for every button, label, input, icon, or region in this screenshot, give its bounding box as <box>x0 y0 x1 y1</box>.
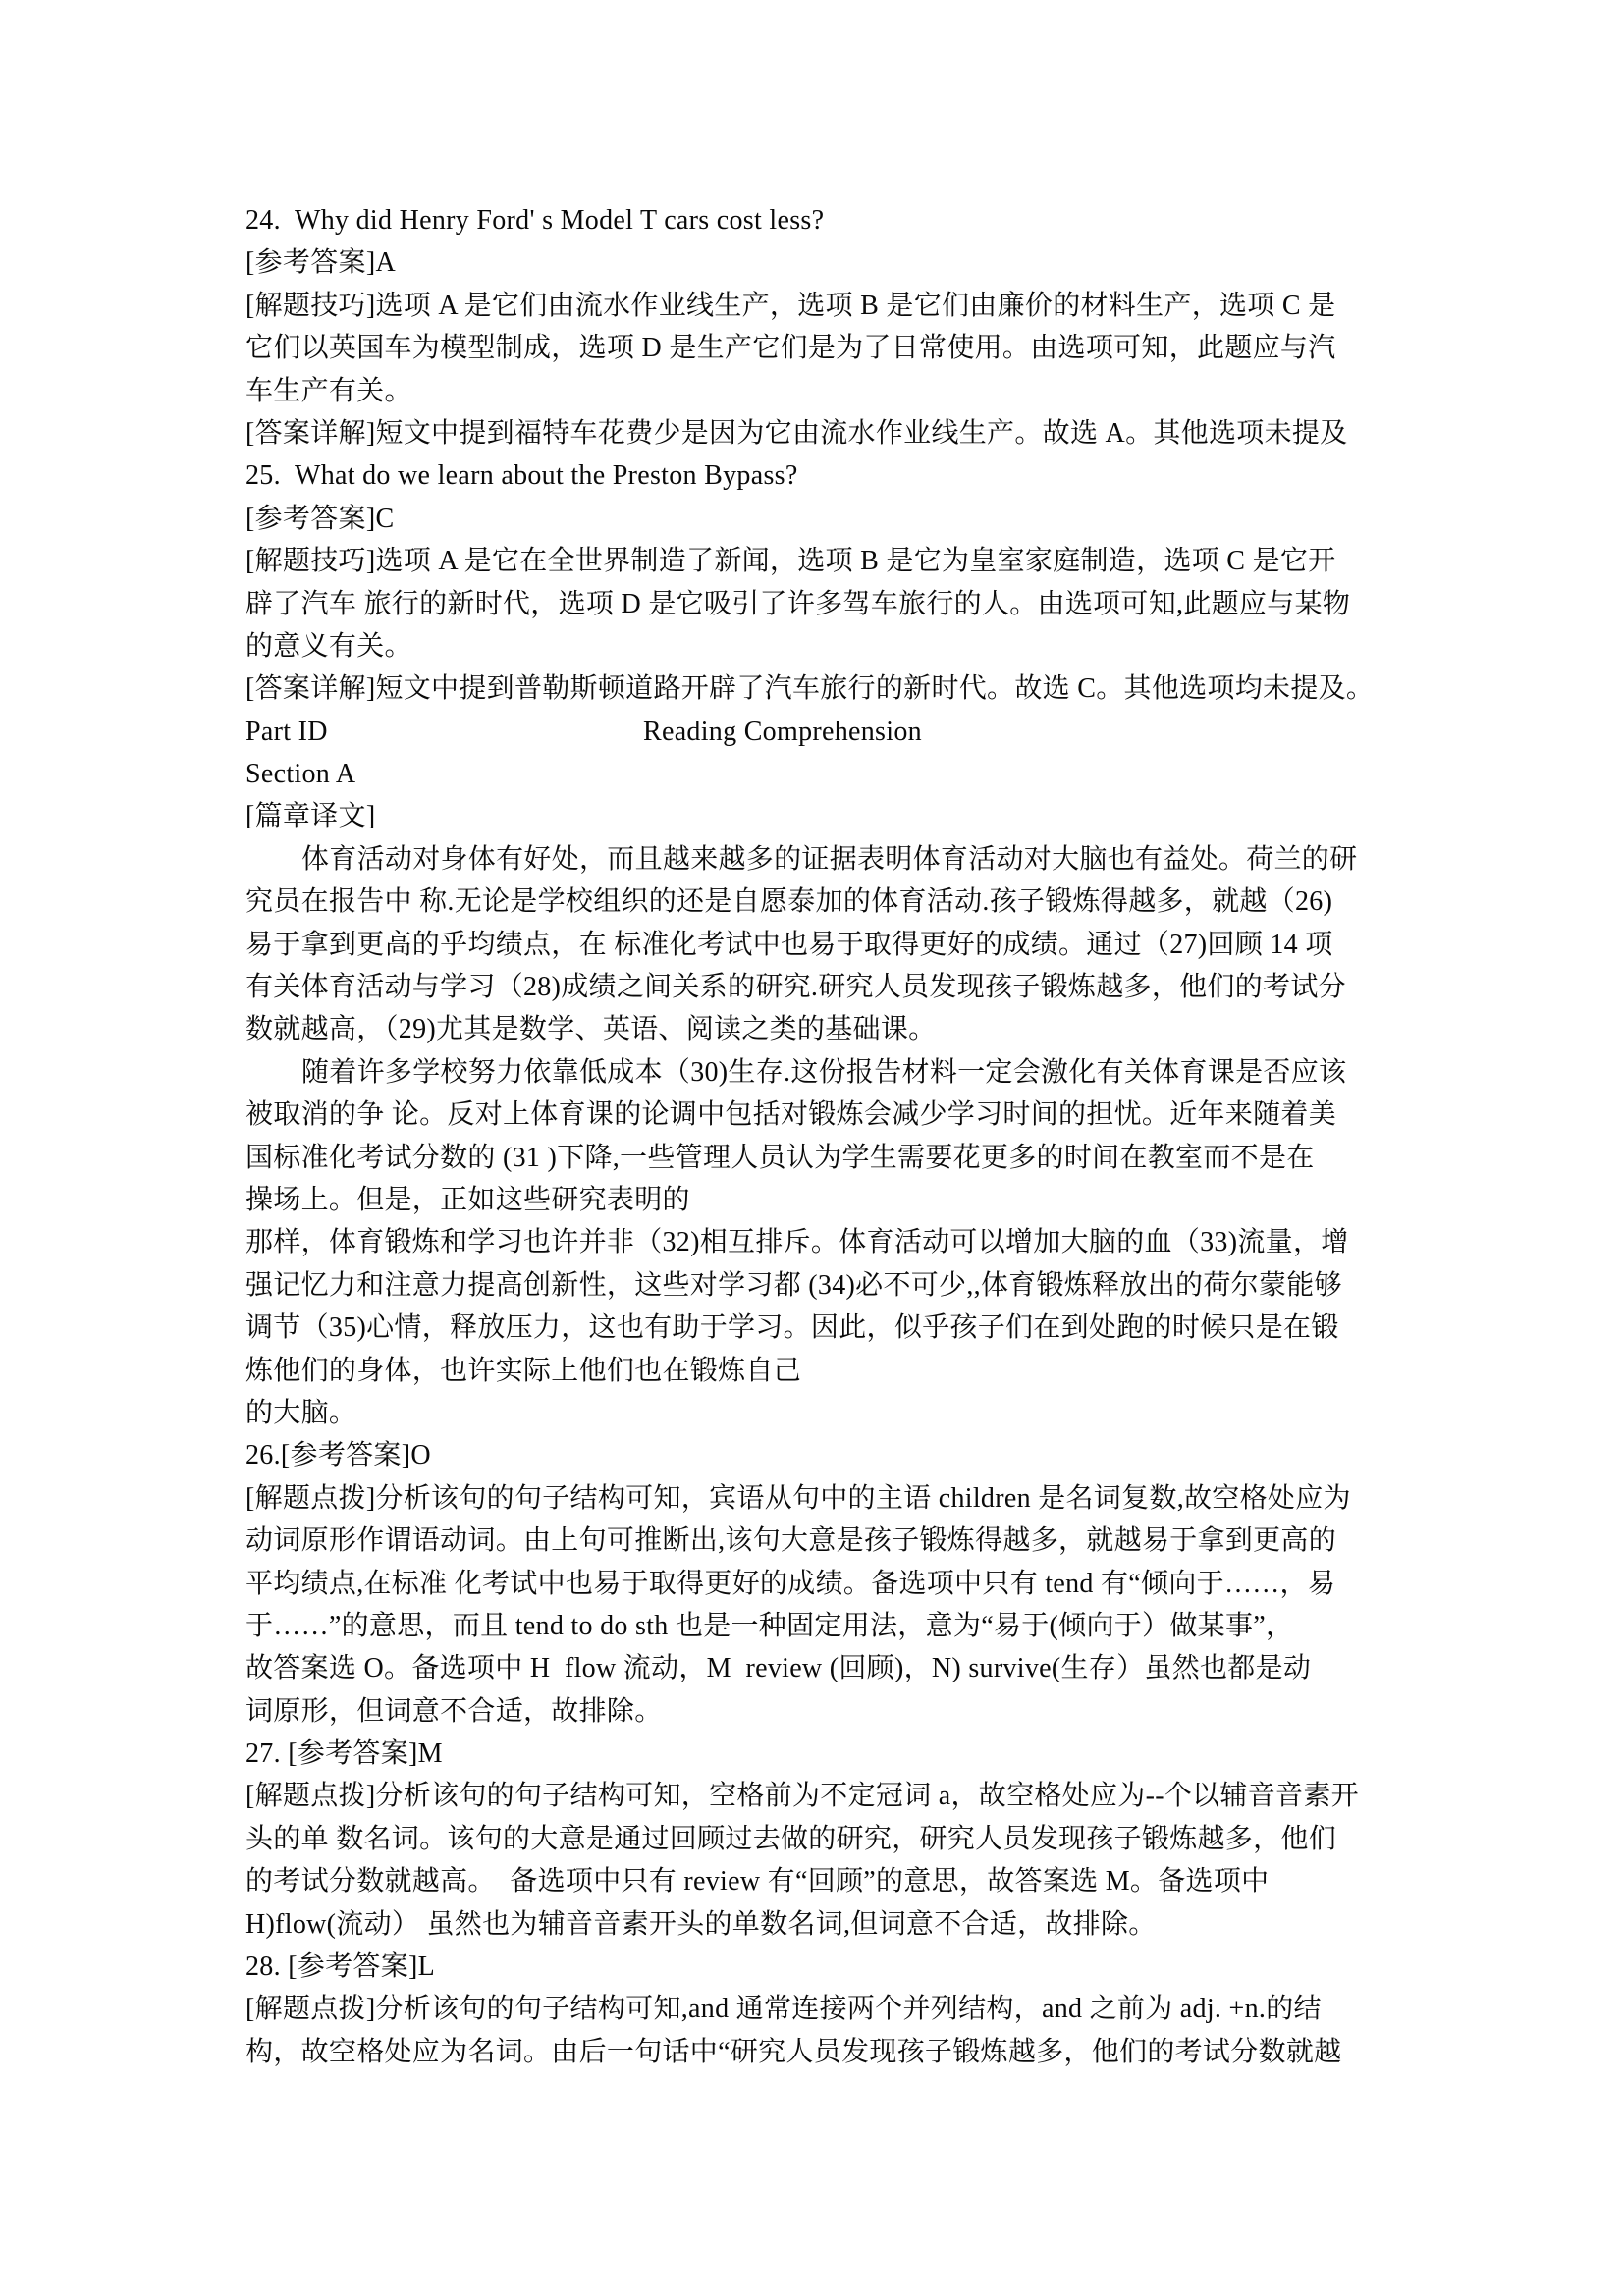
text-line: 那样，体育锻炼和学习也许并非（32)相互排斥。体育活动可以增加大脑的血（33)流量，增 <box>245 1227 1349 1258</box>
text-line: 炼他们的身体，也许实际上他们也在锻炼自己 <box>245 1355 802 1386</box>
text-line: Section A <box>245 759 356 790</box>
text-line: 的大脑。 <box>245 1397 357 1428</box>
text-line: 究员在报告中 称.无论是学校组织的还是自愿泰加的体育活动.孩子锻炼得越多，就越（26) <box>245 886 1333 918</box>
text-line: [参考答案]A <box>245 247 396 279</box>
text-line: [解题点拨]分析该句的句子结构可知，空格前为不定冠词 a，故空格处应为--个以辅音音素开 <box>245 1781 1359 1812</box>
text-line: 它们以英国车为模型制成，选项 D 是生产它们是为了日常使用。由选项可知，此题应与汽 <box>245 333 1336 364</box>
text-line: 国标准化考试分数的 (31 )下降,一些管理人员认为学生需要花更多的时间在教室而不是在 <box>245 1142 1315 1173</box>
text-line: 数就越高，（29)尤其是数学、英语、阅读之类的基础课。 <box>245 1014 937 1045</box>
text-line: 25. What do we learn about the Preston Bypass? <box>245 460 798 492</box>
document-text <box>245 199 1483 2073</box>
text-line: [答案详解]短文中提到普勒斯顿道路开辟了汽车旅行的新时代。故选 C。其他选项均未提及。 <box>245 673 1375 705</box>
part-heading-line <box>245 711 1483 753</box>
text-line: [解题点拨]分析该句的句子结构可知，宾语从句中的主语 children 是名词复数,故空格处应为 <box>245 1482 1351 1514</box>
text-line: 构，故空格处应为名词。由后一句话中“研究人员发现孩子锻炼越多，他们的考试分数就越 <box>245 2036 1342 2067</box>
text-line: 强记忆力和注意力提高创新性，这些对学习都 (34)必不可少,,体育锻炼释放出的荷尔蒙能够 <box>245 1269 1342 1301</box>
text-line: [答案详解]短文中提到福特车花费少是因为它由流水作业线生产。故选 A。其他选项未提及 <box>245 417 1348 449</box>
text-line: 体育活动对身体有好处，而且越来越多的证据表明体育活动对大脑也有益处。荷兰的研 <box>301 843 1358 875</box>
text-line: 调节（35)心情，释放压力，这也有助于学习。因此，似乎孩子们在到处跑的时候只是在锻 <box>245 1312 1339 1344</box>
text-line: [解题点拨]分析该句的句子结构可知,and 通常连接两个并列结构，and 之前为 adj. +n.的结 <box>245 1994 1322 2025</box>
text-line: [解题技巧]选项 A 是它们由流水作业线生产，选项 B 是它们由廉价的材料生产，选项 C 是 <box>245 290 1336 321</box>
text-line: [篇章译文] <box>245 801 376 832</box>
text-line: [参考答案]C <box>245 503 395 534</box>
part-label: Part ID <box>245 716 328 747</box>
part-title: Reading Comprehension <box>643 716 922 747</box>
text-line: 被取消的争 论。反对上体育课的论调中包括对锻炼会减少学习时间的担忧。近年来随着美 <box>245 1099 1337 1131</box>
text-line: [解题技巧]选项 A 是它在全世界制造了新闻，选项 B 是它为皇室家庭制造，选项 C 是它开 <box>245 546 1336 577</box>
text-line: 头的单 数名词。该句的大意是通过回顾过去做的研究，研究人员发现孩子锻炼越多，他们 <box>245 1823 1337 1854</box>
text-line: 动词原形作谓语动词。由上句可推断出,该句大意是孩子锻炼得越多，就越易于拿到更高的 <box>245 1525 1337 1557</box>
text-line: 的考试分数就越高。 备选项中只有 review 有“回顾”的意思，故答案选 M。备选项中 <box>245 1866 1270 1897</box>
text-line: 28. [参考答案]L <box>245 1951 436 1983</box>
text-line: 操场上。但是，正如这些研究表明的 <box>245 1184 690 1215</box>
text-line: 27. [参考答案]M <box>245 1738 443 1770</box>
text-line: 车生产有关。 <box>245 375 412 406</box>
text-line: 词原形，但词意不合适，故排除。 <box>245 1695 663 1727</box>
text-line: 随着许多学校努力依靠低成本（30)生存.这份报告材料一定会激化有关体育课是否应该 <box>301 1056 1347 1088</box>
text-line: 的意义有关。 <box>245 630 412 662</box>
text-line: 平均绩点,在标准 化考试中也易于取得更好的成绩。备选项中只有 tend 有“倾向于……，易 <box>245 1568 1336 1599</box>
text-line: 辟了汽车 旅行的新时代，选项 D 是它吸引了许多驾车旅行的人。由选项可知,此题应与某物 <box>245 588 1351 619</box>
text-line: 易于拿到更高的乎均绩点，在 标准化考试中也易于取得更好的成绩。通过（27)回顾 14 项 <box>245 929 1333 960</box>
text-line: 于……”的意思，而且 tend to do sth 也是一种固定用法，意为“易于(倾向于）做某事”， <box>245 1610 1294 1641</box>
text-line: 24. Why did Henry Ford' s Model T cars cost less? <box>245 205 825 236</box>
text-line: 故答案选 O。备选项中 H flow 流动，M review (回顾)，N) survive(生存）虽然也都是动 <box>245 1653 1312 1684</box>
text-line: H)flow(流动） 虽然也为辅音音素开头的单数名词,但词意不合适，故排除。 <box>245 1908 1157 1940</box>
text-line: 26.[参考答案]O <box>245 1440 431 1471</box>
text-line: 有关体育活动与学习（28)成绩之间关系的研究.研究人员发现孩子锻炼越多，他们的考试分 <box>245 972 1346 1003</box>
